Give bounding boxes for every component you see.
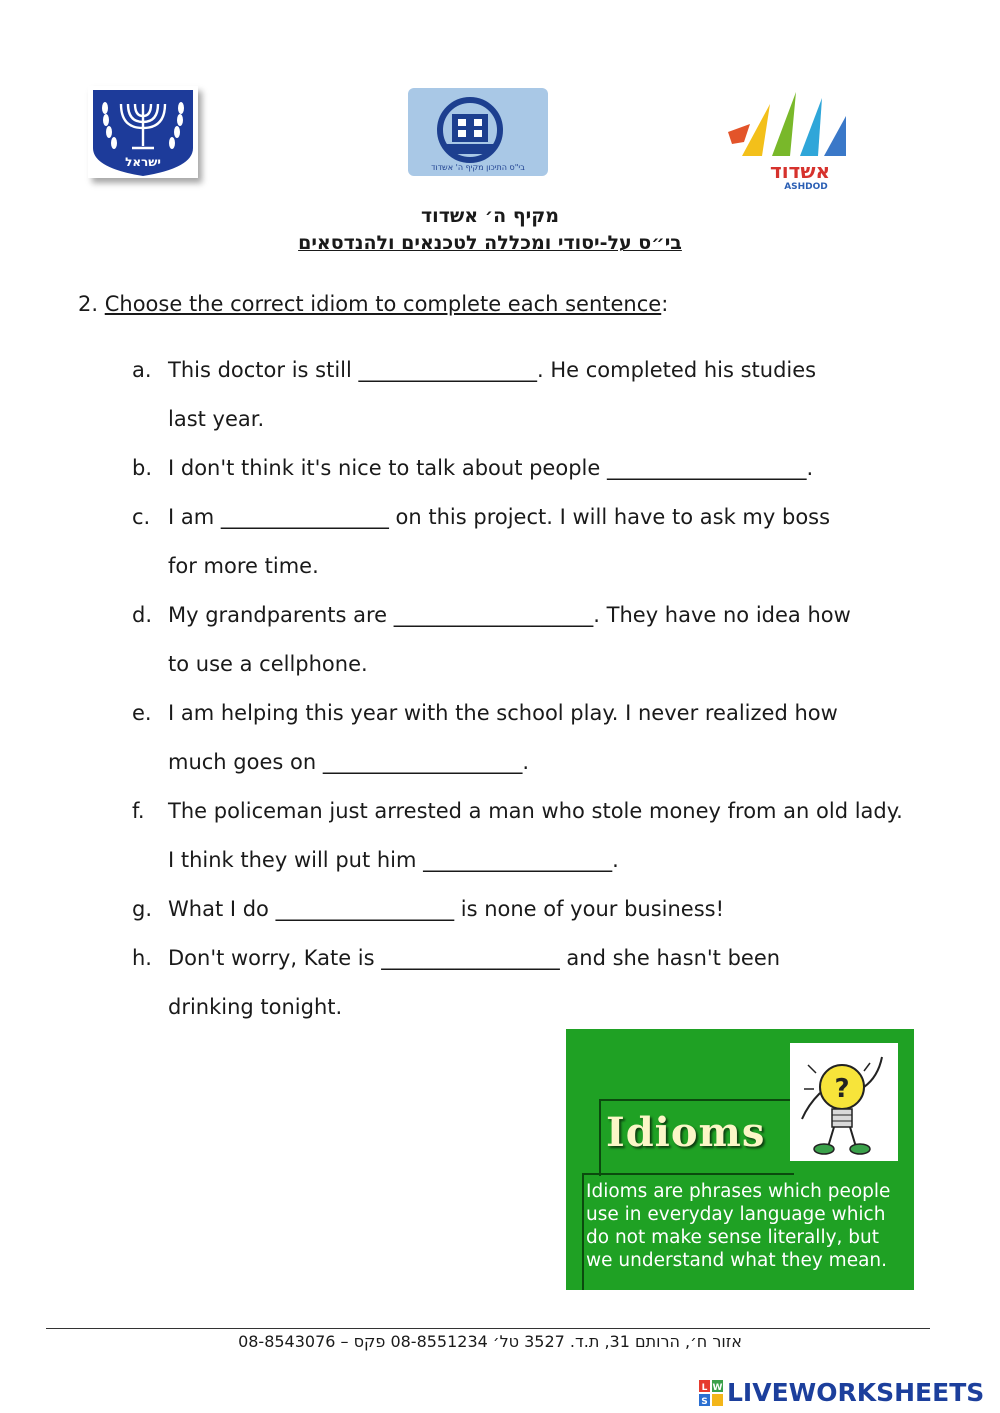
sentence-text-continued: drinking tonight.	[168, 995, 343, 1019]
sentence-letter: b.	[132, 456, 153, 480]
logo-letter: S	[701, 1397, 708, 1407]
sentence-letter: g.	[132, 897, 153, 921]
city-logo-latin: ASHDOD	[784, 182, 828, 190]
instruction-colon: :	[661, 292, 669, 316]
sentence-letter: h.	[132, 946, 152, 970]
exercise-instruction	[78, 292, 668, 316]
svg-text:?: ?	[834, 1074, 850, 1104]
liveworksheets-logo-icon	[697, 1378, 725, 1408]
idioms-definition-line: we understand what they mean.	[586, 1250, 888, 1271]
city-logo-hebrew: אשדוד	[769, 159, 831, 183]
logo-letter: L	[701, 1383, 708, 1393]
idioms-title: Idioms	[606, 1109, 766, 1156]
liveworksheets-watermark	[697, 1378, 985, 1408]
sentence-text-continued: to use a cellphone.	[168, 652, 368, 676]
sentence-text: Don't worry, Kate is _________________ and she hasn't been	[168, 946, 781, 970]
sentence-text: My grandparents are ___________________. They have no idea how	[168, 603, 851, 627]
logo-letter: W	[712, 1383, 723, 1393]
footer-divider	[46, 1328, 930, 1329]
idioms-definition-line: do not make sense literally, but	[586, 1227, 880, 1248]
school-subtitle-heading: בי״ס על-יסודי ומכללה לטכנאים ולהנדסאים	[298, 232, 682, 254]
instruction-text: Choose the correct idiom to complete each sentence	[104, 292, 662, 316]
sentence-letter: d.	[132, 603, 153, 627]
ashdod-city-logo	[722, 86, 868, 190]
sentence-text-continued: last year.	[168, 407, 265, 431]
emblem-caption: ישראל	[125, 155, 161, 169]
school-logo	[408, 88, 548, 176]
school-logo-caption: בי"ס התיכון מקיף ה' אשדוד	[431, 163, 525, 172]
idioms-definition-line: use in everyday language which	[586, 1204, 886, 1225]
sentence-text: I don't think it's nice to talk about people ___________________.	[168, 456, 814, 480]
sentence-text: I am ________________ on this project. I will have to ask my boss	[168, 505, 831, 529]
exercise-number: 2.	[78, 292, 99, 316]
footer-address: אזור ח׳, הרותם 31, ת.ד. 3527 טל׳ 08-8551234 פקס – 08-8543076	[238, 1332, 742, 1351]
sentence-text: The policeman just arrested a man who stole money from an old lady.	[168, 799, 903, 823]
sentence-letter: a.	[132, 358, 152, 382]
sentence-letter: f.	[132, 799, 145, 823]
sentence-letter: c.	[132, 505, 151, 529]
israel-emblem-logo	[88, 86, 198, 178]
sentence-text-continued: I think they will put him __________________.	[168, 848, 619, 872]
sentence-text: This doctor is still _________________. He completed his studies	[168, 358, 817, 382]
lightbulb-question-icon	[790, 1043, 898, 1161]
liveworksheets-wordmark: LIVEWORKSHEETS	[727, 1378, 985, 1407]
idioms-info-box	[566, 1029, 914, 1290]
sentence-text: What I do _________________ is none of your business!	[168, 897, 725, 921]
sentence-text: I am helping this year with the school play. I never realized how	[168, 701, 838, 725]
sentence-text-continued: much goes on ___________________.	[168, 750, 530, 774]
school-name-heading: מקיף ה׳ אשדוד	[421, 205, 559, 227]
idioms-definition-line: Idioms are phrases which people	[586, 1181, 891, 1202]
sentence-text-continued: for more time.	[168, 554, 319, 578]
sentence-letter: e.	[132, 701, 152, 725]
